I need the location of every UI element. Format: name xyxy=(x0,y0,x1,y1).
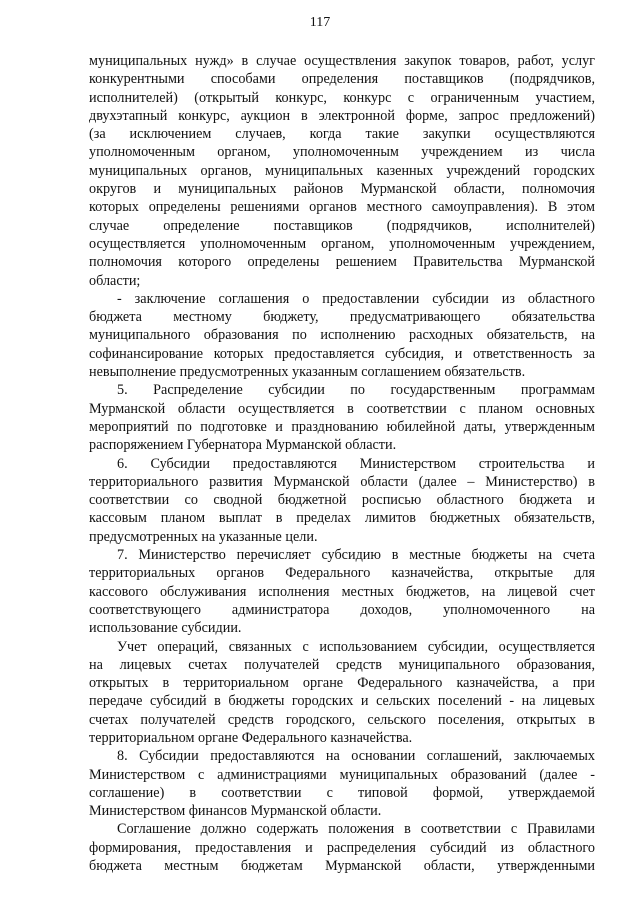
text-line: осуществляется уполномоченным органом, уполномоченным учреждением, xyxy=(89,235,595,252)
text-line: предусмотренных на указанные цели. xyxy=(89,528,318,545)
text-line: 5. Распределение субсидии по государственным программам xyxy=(117,382,595,399)
text-line: муниципальных нужд» в случае осуществления закупок товаров, работ, услуг xyxy=(89,53,595,69)
text-line: передаче субсидий в бюджеты городских и сельских поселений - на лицевых xyxy=(89,693,595,710)
text-line: уполномоченным органом, уполномоченным учреждением из числа xyxy=(89,144,595,161)
text-line: территориальном органе Федерального казначейства. xyxy=(89,729,413,746)
text-line: которых определены решениями органов местного самоуправления). В этом xyxy=(89,199,595,216)
text-line: распоряжением Губернатора Мурманской области. xyxy=(89,437,397,454)
text-line: территориальных органов Федерального казначейства, открытые для xyxy=(89,565,595,582)
text-line: Мурманской области осуществляется в соответствии с планом основных xyxy=(89,400,595,417)
text-line: 6. Субсидии предоставляются Министерством строительства и xyxy=(117,455,595,472)
text-line: соответствии со сводной бюджетной росписью областного бюджета и xyxy=(89,492,595,509)
text-line: соглашение) в соответствии с типовой формой, утверждаемой xyxy=(89,784,595,801)
text-line: (за исключением случаев, когда такие закупки осуществляются xyxy=(89,126,595,143)
text-line: кассовым планом выплат в пределах лимитов бюджетных обязательств, xyxy=(89,510,595,527)
document-body xyxy=(89,52,595,875)
text-line: 8. Субсидии предоставляются на основании соглашений, заключаемых xyxy=(117,748,595,765)
text-line: территориального развития Мурманской области (далее – Министерство) в xyxy=(89,473,595,490)
text-line: полномочия которого определены решением Правительства Мурманской xyxy=(89,254,595,271)
text-line: исполнителей) (открытый конкурс, конкурс с ограниченным участием, xyxy=(89,89,595,106)
text-line: софинансирование которых предоставляется субсидия, и ответственность за xyxy=(89,345,595,362)
text-line: конкурентными способами определения поставщиков (подрядчиков, xyxy=(89,71,595,88)
text-line: невыполнение предусмотренных указанным соглашением обязательств. xyxy=(89,364,526,381)
paragraph xyxy=(89,290,595,381)
paragraph xyxy=(89,747,595,820)
text-line: кассового обслуживания исполнения местных бюджетов, на лицевой счет xyxy=(89,583,595,600)
text-line: муниципального образования по исполнению расходных обязательств, на xyxy=(89,327,595,344)
text-line: Министерством финансов Мурманской области. xyxy=(89,803,382,820)
text-line: области; xyxy=(89,272,141,289)
page-number: 117 xyxy=(309,15,331,30)
text-line: - заключение соглашения о предоставлении субсидии из областного xyxy=(117,290,595,307)
text-line: муниципальных органов, муниципальных казенных учреждений городских xyxy=(89,162,595,179)
text-line: случае определение поставщиков (подрядчиков, исполнителей) xyxy=(89,217,595,234)
paragraph xyxy=(89,820,595,875)
paragraph xyxy=(89,455,595,546)
text-line: 7. Министерство перечисляет субсидию в местные бюджеты на счета xyxy=(117,547,595,564)
text-line: округов и муниципальных районов Мурманской области, полномочия xyxy=(89,181,595,198)
text-line: бюджета местному бюджету, предусматривающего обязательства xyxy=(89,309,595,326)
text-line: Соглашение должно содержать положения в соответствии с Правилами xyxy=(117,821,595,838)
text-line: соответствующего администратора доходов, уполномоченного на xyxy=(89,601,595,618)
text-line: использование субсидии. xyxy=(89,620,242,637)
text-line: двухэтапный конкурс, аукцион в электронной форме, запрос предложений) xyxy=(89,107,595,124)
paragraph xyxy=(89,638,595,748)
paragraph xyxy=(89,52,595,290)
paragraph xyxy=(89,546,595,637)
text-line: открытых в территориальном органе Федерального казначейства, а при xyxy=(89,675,595,692)
text-line: мероприятий по подготовке и празднованию юбилейной даты, утвержденным xyxy=(89,418,595,435)
text-line: счетах получателей средств городского, сельского поселения, открытых в xyxy=(89,711,595,728)
text-line: Министерством с администрациями муниципальных образований (далее - xyxy=(89,766,595,783)
text-line: бюджета местным бюджетам Мурманской области, утвержденными xyxy=(89,858,595,875)
text-line: на лицевых счетах получателей средств муниципального образования, xyxy=(89,656,595,673)
text-line: формирования, предоставления и распределения субсидий из областного xyxy=(89,839,595,856)
paragraph xyxy=(89,381,595,454)
text-line: Учет операций, связанных с использованием субсидии, осуществляется xyxy=(117,638,595,655)
